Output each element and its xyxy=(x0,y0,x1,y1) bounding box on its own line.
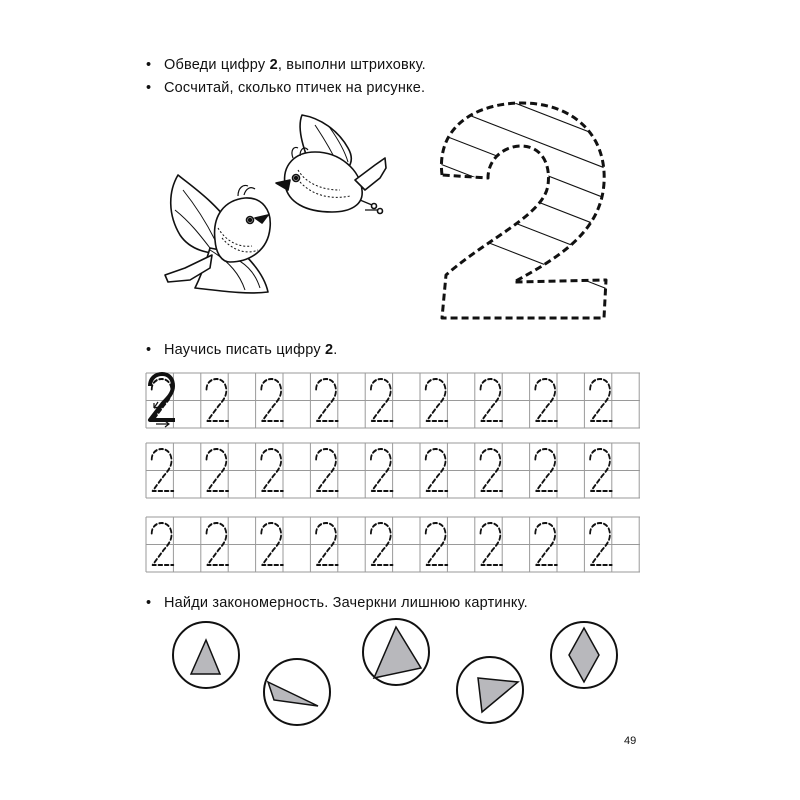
instruction-text-end: . xyxy=(333,342,338,358)
instruction-text: Найди закономерность. Зачеркни лишнюю картинку. xyxy=(164,595,528,611)
shape-circle-4[interactable] xyxy=(457,657,523,723)
practice-grid[interactable] xyxy=(146,373,640,572)
bullet: • xyxy=(146,595,152,611)
model-digit-two xyxy=(150,374,175,420)
instruction-bold: 2 xyxy=(269,57,278,73)
practice-row[interactable] xyxy=(146,517,640,572)
stroke-direction-arrow xyxy=(154,402,159,408)
bird-left xyxy=(165,175,270,293)
bullet: • xyxy=(146,57,152,73)
page-number: 49 xyxy=(624,735,637,747)
instruction-text-end: , выполни штриховку. xyxy=(277,57,426,73)
shape-circle-5[interactable] xyxy=(551,622,617,688)
instruction-text: Сосчитай, сколько птичек на рисунке. xyxy=(164,80,426,96)
instruction-text: Научись писать цифру xyxy=(164,342,325,358)
practice-row[interactable] xyxy=(146,373,640,428)
bird-right xyxy=(276,115,386,214)
shape-circle-1[interactable] xyxy=(173,622,239,688)
big-digit-two[interactable] xyxy=(430,70,610,318)
instruction-text: Обведи цифру xyxy=(164,57,270,73)
shape-circle-3[interactable] xyxy=(363,619,429,685)
bullet: • xyxy=(146,80,152,96)
bullet: • xyxy=(146,342,152,358)
practice-row[interactable] xyxy=(146,443,640,498)
instruction-bold: 2 xyxy=(325,342,334,358)
shape-circle-2[interactable] xyxy=(264,659,330,725)
